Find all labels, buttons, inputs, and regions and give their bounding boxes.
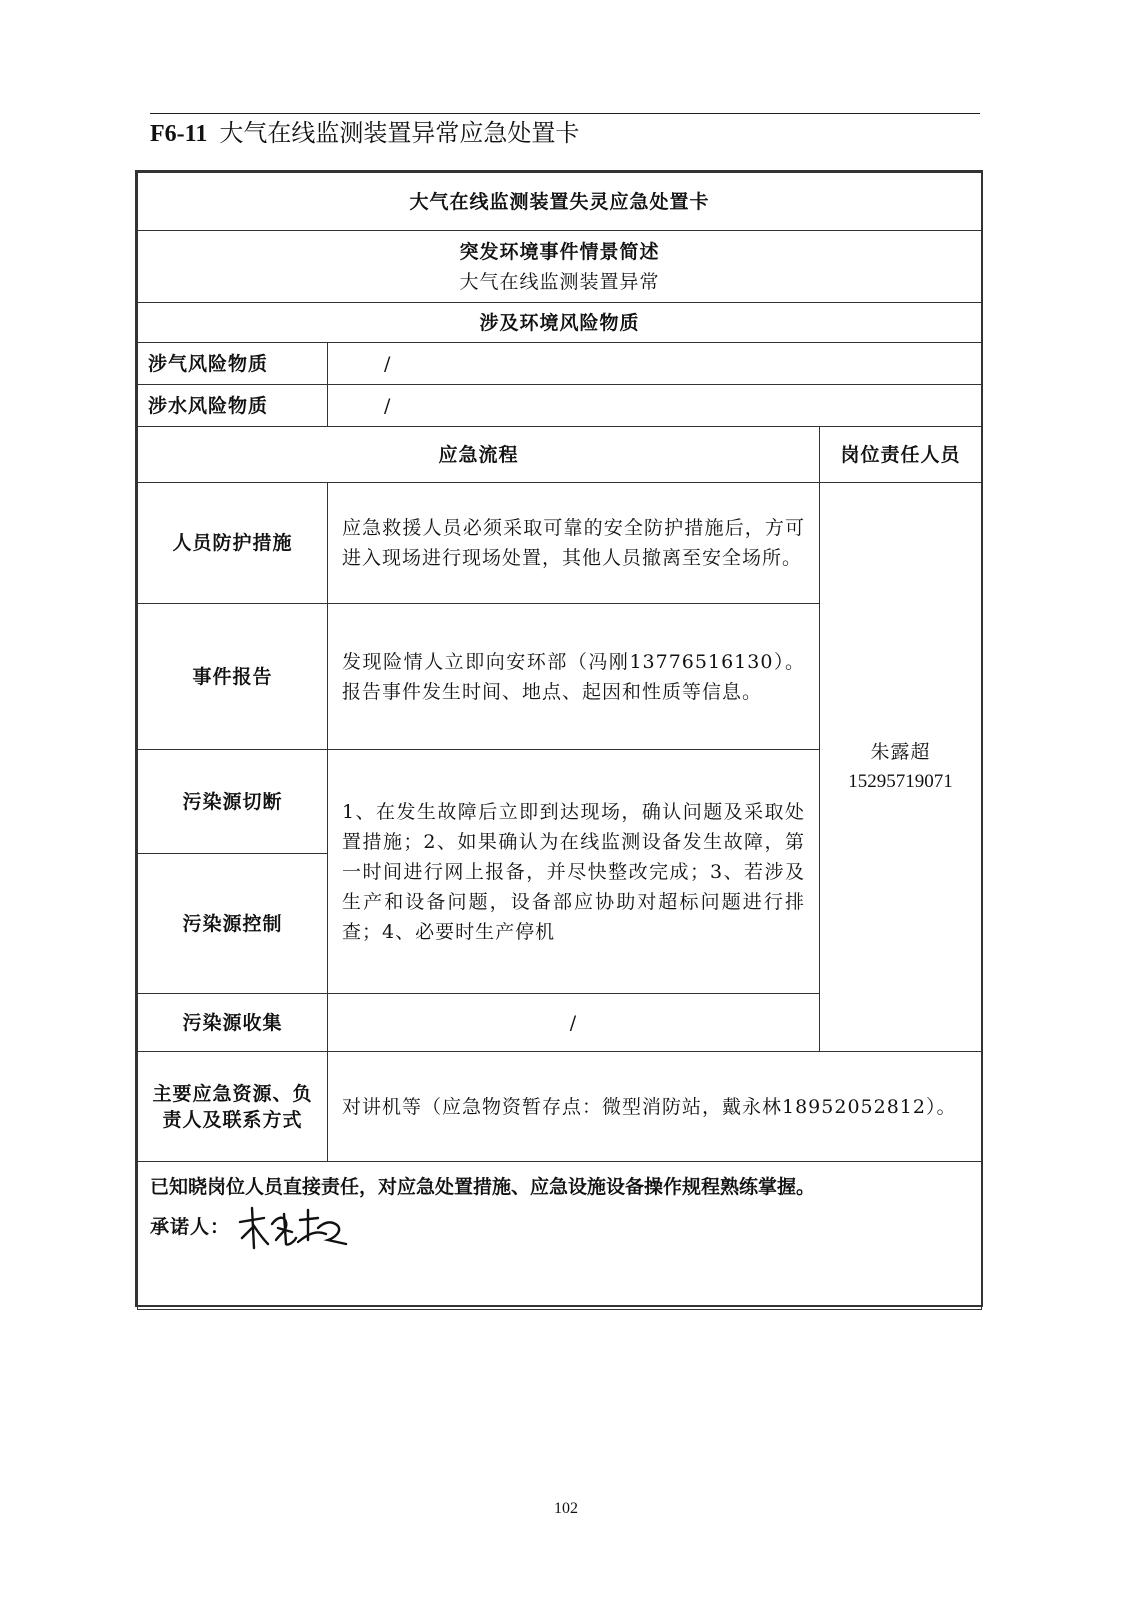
incident-report-text: 发现险情人立即向安环部（冯刚13776516130）。报告事件发生时间、地点、起因和性质等信息。 xyxy=(328,604,820,750)
resources-label: 主要应急资源、负责人及联系方式 xyxy=(138,1052,328,1162)
pledge-text: 已知晓岗位人员直接责任，对应急处置措施、应急设施设备操作规程熟练掌握。 xyxy=(150,1176,816,1198)
emergency-card xyxy=(135,170,983,1307)
incident-report-label: 事件报告 xyxy=(138,604,328,750)
source-cutoff-label: 污染源切断 xyxy=(138,750,328,854)
handwritten-signature xyxy=(234,1204,354,1250)
flow-header: 应急流程 xyxy=(138,427,820,483)
card-title: 大气在线监测装置失灵应急处置卡 xyxy=(138,173,982,231)
responsible-name: 朱露超 xyxy=(870,741,931,763)
cutoff-control-text: 1、在发生故障后立即到达现场，确认问题及采取处置措施；2、如果确认为在线监测设备发生故障，第一时间进行网上报备，并尽快整改完成；3、若涉及生产和设备问题，设备部应协助对超标问题进行排查；4、必要时生产停机 xyxy=(328,750,820,994)
source-collection-label: 污染源收集 xyxy=(138,994,328,1052)
header-rule xyxy=(150,113,980,114)
signer-label: 承诺人： xyxy=(150,1216,231,1238)
personnel-protection-text: 应急救援人员必须采取可靠的安全防护措施后，方可进入现场进行现场处置，其他人员撤离至安全场所。 xyxy=(328,483,820,604)
responsible-header: 岗位责任人员 xyxy=(820,427,982,483)
section-heading xyxy=(150,116,579,151)
scenario-text: 大气在线监测装置异常 xyxy=(459,270,660,293)
responsible-person-cell xyxy=(820,483,982,1052)
source-control-label: 污染源控制 xyxy=(138,854,328,994)
source-collection-value: / xyxy=(328,994,820,1052)
scenario-label: 突发环境事件情景简述 xyxy=(459,240,660,263)
resources-text: 对讲机等（应急物资暂存点：微型消防站，戴永林18952052812）。 xyxy=(328,1052,982,1162)
risk-section-label: 涉及环境风险物质 xyxy=(138,303,982,343)
water-risk-value: / xyxy=(328,385,982,427)
signer-row xyxy=(150,1204,969,1250)
pledge-cell xyxy=(138,1162,982,1310)
emergency-card-table xyxy=(137,172,982,1310)
section-code: F6-11 xyxy=(150,121,208,147)
gas-risk-label: 涉气风险物质 xyxy=(138,343,328,385)
page-number: 102 xyxy=(554,1500,578,1517)
section-title: 大气在线监测装置异常应急处置卡 xyxy=(219,119,580,147)
gas-risk-value: / xyxy=(328,343,982,385)
scenario-cell xyxy=(138,231,982,303)
responsible-phone: 15295719071 xyxy=(848,771,953,792)
personnel-protection-label: 人员防护措施 xyxy=(138,483,328,604)
water-risk-label: 涉水风险物质 xyxy=(138,385,328,427)
